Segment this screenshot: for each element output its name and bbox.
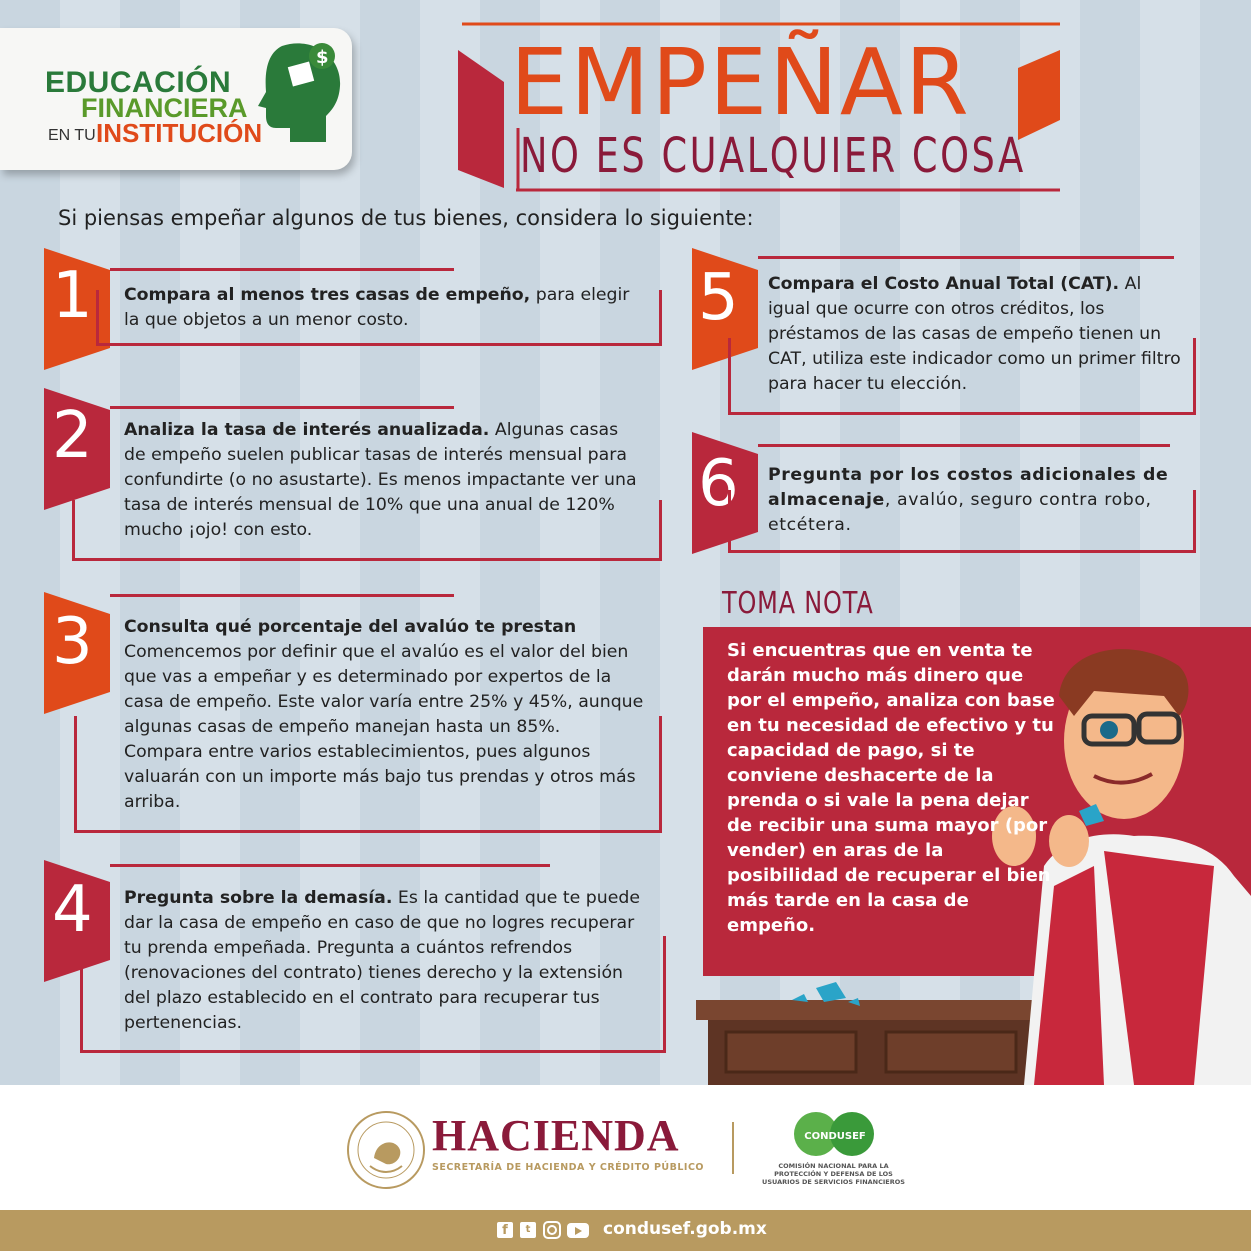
card-5-text [768,272,1183,397]
number-3: 3 [52,605,93,679]
number-5: 5 [698,261,739,335]
card-3-bold: Consulta qué porcentaje del avalúo te prestan [124,617,577,637]
card-6-bold: Pregunta por los costos adicionales de almacenaje [768,465,1169,510]
card-6-topline [758,444,1170,447]
logo-financiera: FINANCIERA [81,93,248,123]
twitter-icon[interactable]: t [520,1222,536,1238]
svg-text:$: $ [316,47,329,68]
card-5-topline [758,256,1174,259]
number-6: 6 [698,447,739,521]
instagram-icon[interactable] [543,1221,561,1239]
card-3-body: Comencemos por definir que el avalúo es el valor del bien que vas a empeñar y es determinado por expertos de la casa de empeño. Este valor varía entre 25% y 45%, aunque algunas casas de empeño manejan hasta un 85%. Compara entre varios establecimientos, pues algunos valuarán con un importe más bajo tus prendas y otros más arriba. [124,642,644,812]
card-1-text [124,283,644,333]
note-text: Si encuentras que en venta te darán mucho más dinero que por el empeño, analiza con base en tu necesidad de efectivo y tu capacidad de pago, si te conviene deshacerte de la prenda o si vale la pena dejar de recibir una suma mayor (por vender) en aras de la posibilidad de recuperar el bien más tarde en la casa de empeño. [727,640,1055,936]
card-3-topline [110,594,454,597]
card-4-topline [110,864,550,867]
card-1-bold: Compara al menos tres casas de empeño, [124,285,531,305]
card-6-body: , avalúo, seguro contra robo, etcétera. [768,490,1152,535]
toma-nota-title: TOMA NOTA [722,586,874,621]
card-6-text [768,463,1178,538]
card-3-text [124,615,644,815]
hacienda-subtitle: SECRETARÍA DE HACIENDA Y CRÉDITO PÚBLICO [432,1162,704,1173]
facebook-icon[interactable]: f [497,1222,513,1238]
youtube-icon[interactable] [567,1223,589,1238]
card-5-bold: Compara el Costo Anual Total (CAT). [768,274,1120,294]
site-link[interactable]: condusef.gob.mx [603,1219,767,1239]
condusef-subtitle: COMISIÓN NACIONAL PARA LA PROTECCIÓN Y DEFENSA DE LOS USUARIOS DE SERVICIOS FINANCIEROS [762,1162,905,1186]
title-sub: NO ES CUALQUIER COSA [520,128,1026,184]
head-puzzle-icon [252,36,348,146]
title-main: EMPEÑAR [510,29,971,136]
card-4-body: Es la cantidad que te puede dar la casa de empeño en caso de que no logres recuperar tu prenda empeñada. Pregunta a cuántos refrendos (renovaciones del contrato) tienes derecho y la extensión del plazo establecido en el contrato para recuperar tus pertenencias. [124,888,640,1033]
card-4-bold: Pregunta sobre la demasía. [124,888,393,908]
card-2-body: Algunas casas de empeño suelen publicar tasas de interés mensual para confundirte (o no asustarte). Es menos impactante ver una tasa de interés mensual de 10% que una anual de 120% mucho ¡ojo! con esto. [124,420,637,540]
logo-educacion: EDUCACIÓN [45,66,232,99]
card-1-body: para elegir la que objetos a un menor costo. [124,285,630,330]
condusef-wordmark: CONDUSEF [804,1131,866,1142]
card-1-topline [110,268,454,271]
number-4: 4 [52,873,93,947]
number-2: 2 [52,399,93,473]
card-4-text [124,886,654,1036]
card-2-topline [110,406,454,409]
mexico-seal-icon [344,1108,428,1192]
intro-text: Si piensas empeñar algunos de tus bienes, considera lo siguiente: [58,206,754,230]
card-5-body: Al igual que ocurre con otros créditos, los préstamos de las casas de empeño tienen un CAT, utiliza este indicador como un primer filtro para hacer tu elección. [768,274,1181,394]
logo-en-tu: EN TU [48,127,96,144]
number-1: 1 [52,259,93,333]
condusef-logo-icon [790,1110,880,1160]
card-2-bold: Analiza la tasa de interés anualizada. [124,420,490,440]
footer-divider [732,1122,734,1174]
logo-institucion: INSTITUCIÓN [96,118,263,148]
hacienda-wordmark: HACIENDA [432,1111,680,1160]
card-2-text [124,418,644,543]
